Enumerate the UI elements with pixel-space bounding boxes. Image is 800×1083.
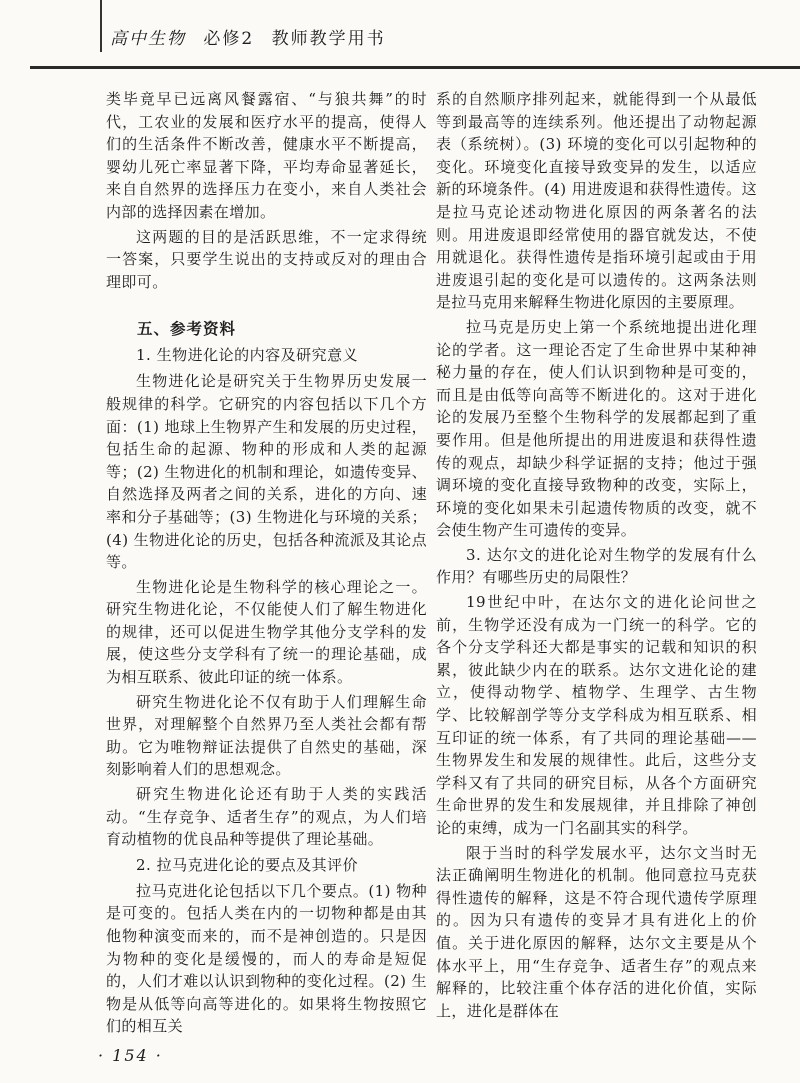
paragraph-7: 拉马克是历史上第一个系统地提出进化理论的学者。这一理论否定了生命世界中某种神秘力量的存在，使人们认识到物种是可变的，而且是由低等向高等不断进化的。这对于进化论的发展乃至整个生物科学的发展都起到了重要作用。但是他所提出的用进废退和获得性遗传的观点，却缺少科学证据的支持；他过于强调环境的变化直接导致物种的改变，实际上，环境的变化如果未引起遗传物质的改变，就不会使生物产生可遗传的变异。 [436,317,757,540]
page-number: · 154 · [98,1046,163,1065]
margin-line [100,0,102,52]
paragraph-purpose: 这两题的目的是活跃思维，不一定求得统一答案，只要学生说出的支持或反对的理由合理即可。 [106,227,427,291]
left-column [106,88,427,1040]
paragraph-intro: 类毕竟早已远离风餐露宿、“与狼共舞”的时代，工农业的发展和医疗水平的提高，使得人们的生活条件不断改善，健康水平不断提高，婴幼儿死亡率显著下降，平均寿命显著延长，来自自然界的选择压力在变小，来自人类社会内部的选择因素在增加。 [106,90,427,221]
paragraph-5: 拉马克进化论包括以下几个要点。(1) 物种是可变的。包括人类在内的一切物种都是由其他物种演变而来的，而不是神创造的。只是因为物种的变化是缓慢的，而人的寿命是短促的，人们才难以认识到物种的变化过程。(2) 生物是从低等向高等进化的。如果将生物按照它们的相互关 [106,881,427,1036]
right-column [436,88,757,1024]
running-head-book-type: 教师教学用书 [271,29,386,49]
paragraph-9: 限于当时的科学发展水平，达尔文当时无法正确阐明生物进化的机制。他同意拉马克获得性遗传的解释，这是不符合现代遗传学原理的。因为只有遗传的变异才具有进化上的价值。关于进化原因的解释，达尔文主要是从个体水平上，用“生存竞争、适者生存”的观点来解释的，比较注重个体存活的进化价值，实际上，进化是群体在 [436,843,757,1020]
paragraph-4: 研究生物进化论还有助于人类的实践活动。“生存竞争、适者生存”的观点，为人们培育动植物的优良品种等提供了理论基础。 [106,785,427,849]
running-head-course: 高中生物 [110,29,186,49]
paragraph-2: 生物进化论是生物科学的核心理论之一。研究生物进化论，不仅能使人们了解生物进化的规律，还可以促进生物学其他分支学科的发展，使这些分支学科有了统一的理论基础，成为相互联系、彼此印证的统一体系。 [106,577,427,687]
paragraph-8: 19世纪中叶，在达尔文的进化论问世之前，生物学还没有成为一门统一的科学。它的各个分支学科还大都是事实的记载和知识的积累，彼此缺少内在的联系。达尔文进化论的建立，使得动物学、植物学、生理学、古生物学、比较解剖学等分支学科成为相互联系、相互印证的统一体系，有了共同的理论基础——生物界发生和发展的规律性。此后，这些分支学科又有了共同的研究目标，从各个方面研究生命世界的发生和发展规律，并且排除了神创论的束缚，成为一门名副其实的科学。 [436,593,757,837]
header-rule [30,66,800,69]
section-title: 五、参考资料 [137,319,237,339]
paragraph-3: 研究生物进化论不仅有助于人们理解生命世界，对理解整个自然界乃至人类社会都有帮助。它为唯物辩证法提供了自然史的基础，深刻影响着人们的思想观念。 [106,692,427,779]
paragraph-6: 系的自然顺序排列起来，就能得到一个从最低等到最高等的连续系列。他还提出了动物起源表（系统树）。(3) 环境的变化可以引起物种的变化。环境变化直接导致变异的发生，以适应新的环境条件。(4) 用进废退和获得性遗传。这是拉马克论述动物进化原因的两条著名的法则。用进废退即经常使用的器官就发达，不使用就退化。获得性遗传是指环境引起或由于用进废退引起的变化是可以遗传的。这两条法则是拉马克用来解释生物进化原因的主要原理。 [436,90,757,312]
spacer [106,295,427,317]
running-head [110,24,396,49]
question-3: 3. 达尔文的进化论对生物学的发展有什么作用？有哪些历史的局限性？ [436,545,757,587]
subsection-title-1: 1. 生物进化论的内容及研究意义 [136,346,359,365]
running-head-volume: 必修2 [203,29,255,49]
subsection-title-2: 2. 拉马克进化论的要点及其评价 [136,855,359,874]
paragraph-1: 生物进化论是研究关于生物界历史发展一般规律的科学。它研究的内容包括以下几个方面：(1) 地球上生物界产生和发展的历史过程，包括生命的起源、物种的形成和人类的起源等；(2) 生物进化的机制和理论，如遗传变异、自然选择及两者之间的关系，进化的方向、速率和分子基础等；(3) 生物进化与环境的关系；(4) 生物进化论的历史，包括各种流派及其论点等。 [106,372,427,572]
